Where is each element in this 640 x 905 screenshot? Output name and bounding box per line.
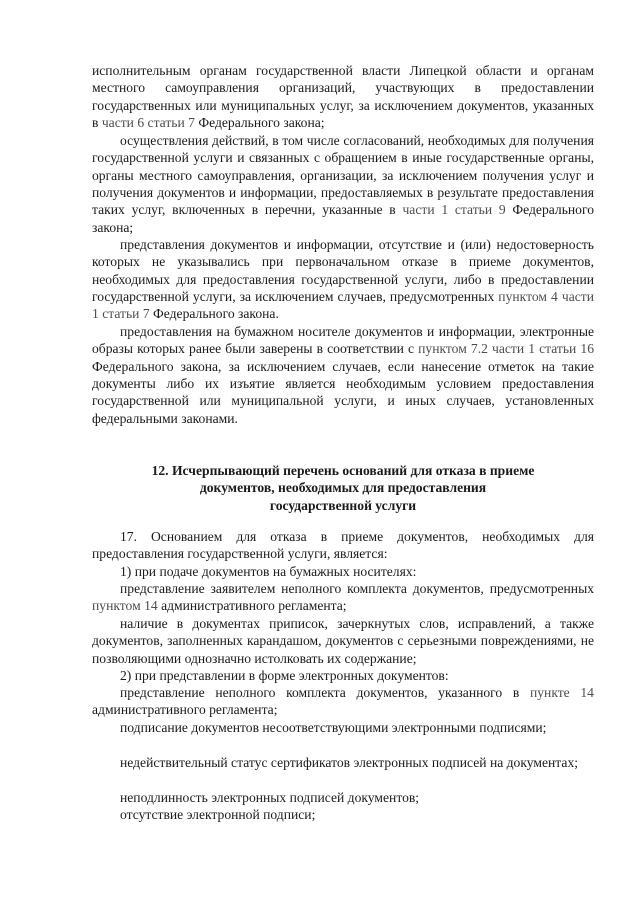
paragraph-incomplete-set: представление заявителем неполного комплекта документов, предусмотренных пунктом 14 административного регламента;	[92, 581, 594, 614]
paragraph-documents-info: представления документов и информации, отсутствие и (или) недостоверность которых не указывались при первоначальном отказе в приеме документов, необходимых для предоставления государственной услуги, либо в предоставлении государственной услуги, за исключением случаев, предусмотренных пунктом 4 части 1 статьи 7 Федерального закона.	[92, 237, 594, 322]
list-item-electronic: 2) при представлении в форме электронных документов:	[120, 668, 449, 683]
heading-line-3: государственной услуги	[269, 497, 417, 513]
link-part6-article7[interactable]: части 6 статьи 7	[101, 115, 195, 131]
link-point14[interactable]: пунктом 14	[92, 598, 158, 614]
paragraph-missing-signature: отсутствие электронной подписи;	[120, 807, 316, 822]
section-heading-12	[92, 462, 594, 514]
paragraph-invalid-certificates: недействительный статус сертификатов электронных подписей на документах;	[120, 755, 579, 770]
link-point4-part1-article7[interactable]: пунктом 4 части 1 статьи 7	[92, 289, 594, 322]
paragraph-incomplete-electronic: представление неполного комплекта документов, указанного в пункте 14 административного регламента;	[92, 685, 594, 718]
paragraph-corrections: наличие в документах приписок, зачеркнутых слов, исправлений, а также документов, заполненных карандашом, документов с серьезными повреждениями, не позволяющими однозначно истолковать их содержание;	[92, 616, 594, 666]
paragraph-exclusion-organs: исполнительным органам государственной власти Липецкой области и органам местного самоуправления организаций, участвующих в предоставлении государственных или муниципальных услуг, за исключением документов, указанных в части 6 статьи 7 Федерального закона;	[92, 63, 594, 131]
heading-line-1: 12. Исчерпывающий перечень оснований для отказа в приеме	[151, 463, 535, 478]
paragraph-paper-documents: предоставления на бумажном носителе документов и информации, электронные образы которых ранее были заверены в соответствии с пунктом 7.2 части 1 статьи 16 Федерального закона, за исключением случаев, если нанесение отметок на такие документы либо их изъятие является необходимым условием предоставления государственной или муниципальной услуги, и иных случаев, установленных федеральными законами.	[92, 324, 595, 426]
paragraph-17: 17. Основанием для отказа в приеме документов, необходимых для предоставления государственной услуги, является:	[92, 529, 594, 562]
paragraph-actions-approvals: осуществления действий, в том числе согласований, необходимых для получения государственной услуги и связанных с обращением в иные государственные органы, органы местного самоуправления, организации, за исключением получения услуг и получения документов и информации, предоставляемых в результате предоставления таких услуг, включенных в перечни, указанные в части 1 статьи 9 Федерального закона;	[92, 133, 595, 235]
list-item-paper: 1) при подаче документов на бумажных носителях:	[120, 564, 417, 579]
link-part1-article9[interactable]: части 1 статьи 9	[402, 202, 506, 218]
paragraph-unauthentic-signatures: неподлинность электронных подписей документов;	[120, 790, 420, 805]
link-point72-part1-article16[interactable]: пунктом 7.2 части 1 статьи 16	[418, 341, 595, 357]
paragraph-signature-mismatch: подписание документов несоответствующими электронными подписями;	[120, 720, 547, 735]
link-point14-electronic[interactable]: пункте 14	[529, 685, 594, 700]
heading-line-2: документов, необходимых для предоставления	[199, 480, 487, 496]
